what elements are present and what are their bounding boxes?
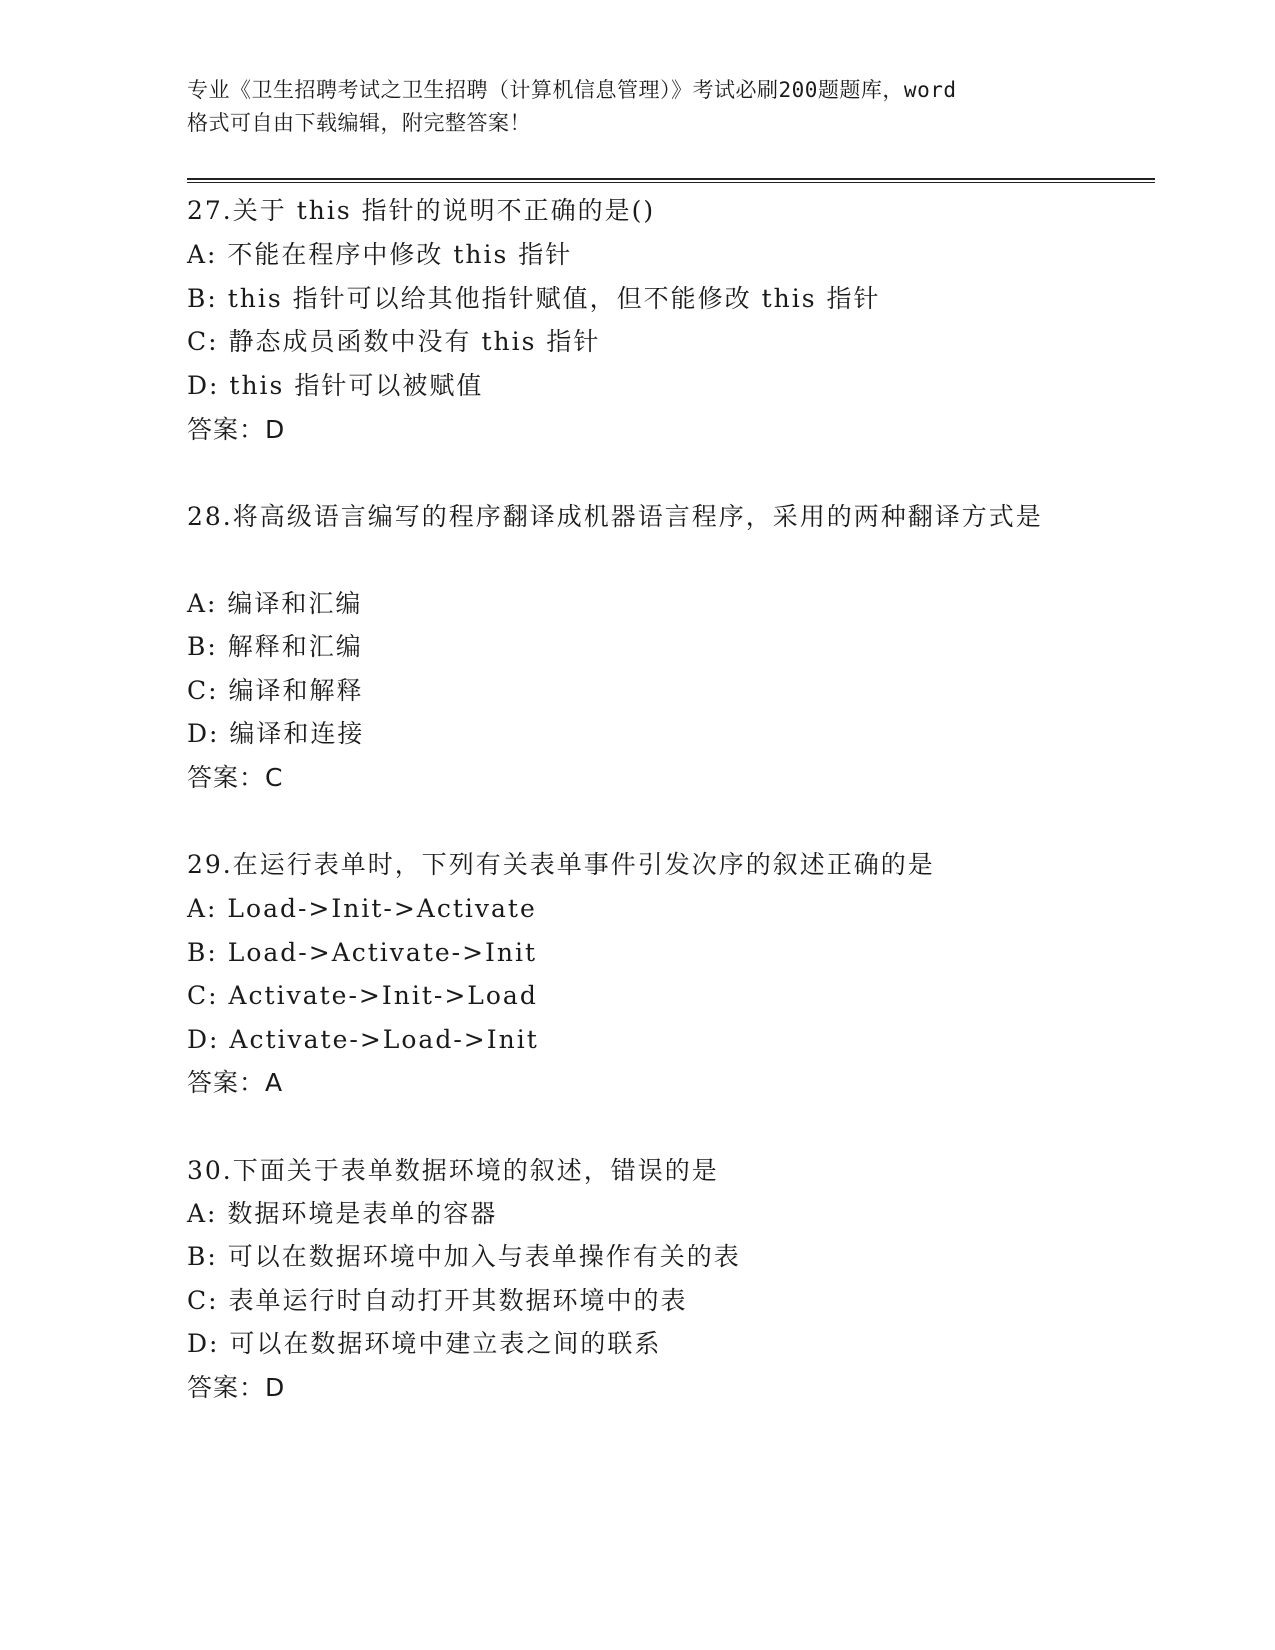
option-c: C: 表单运行时自动打开其数据环境中的表 (187, 1286, 688, 1315)
answer-label: 答案：C (187, 763, 284, 792)
option-a: A: 数据环境是表单的容器 (187, 1199, 498, 1228)
answer-label: 答案：A (187, 1068, 284, 1097)
question-text: 29.在运行表单时，下列有关表单事件引发次序的叙述正确的是 (187, 850, 935, 879)
option-c: C: Activate->Init->Load (187, 981, 538, 1010)
option-a: A: Load->Init->Activate (187, 894, 537, 923)
option-c: C: 编译和解释 (187, 676, 364, 705)
option-a: A: 编译和汇编 (187, 589, 363, 618)
option-d: D: Activate->Load->Init (187, 1025, 539, 1054)
header-line-1: 专业《卫生招聘考试之卫生招聘（计算机信息管理）》考试必刷200题题库，word (187, 78, 957, 102)
answer-label: 答案：D (187, 1373, 286, 1402)
option-d: D: 编译和连接 (187, 719, 365, 748)
question-text: 30.下面关于表单数据环境的叙述，错误的是 (187, 1156, 719, 1185)
document-header (187, 74, 1087, 140)
option-b: B: 解释和汇编 (187, 632, 363, 661)
option-d: D: this 指针可以被赋值 (187, 371, 484, 400)
header-divider (187, 178, 1155, 183)
question-text: 27.关于 this 指针的说明不正确的是() (187, 196, 656, 225)
question-text: 28.将高级语言编写的程序翻译成机器语言程序，采用的两种翻译方式是 (187, 502, 1043, 531)
option-a: A: 不能在程序中修改 this 指针 (187, 240, 573, 269)
option-d: D: 可以在数据环境中建立表之间的联系 (187, 1329, 662, 1358)
answer-label: 答案：D (187, 415, 286, 444)
option-b: B: Load->Activate->Init (187, 938, 538, 967)
header-line-2: 格式可自由下载编辑，附完整答案！ (187, 111, 531, 135)
option-b: B: 可以在数据环境中加入与表单操作有关的表 (187, 1242, 741, 1271)
option-b: B: this 指针可以给其他指针赋值，但不能修改 this 指针 (187, 284, 881, 313)
option-c: C: 静态成员函数中没有 this 指针 (187, 327, 601, 356)
